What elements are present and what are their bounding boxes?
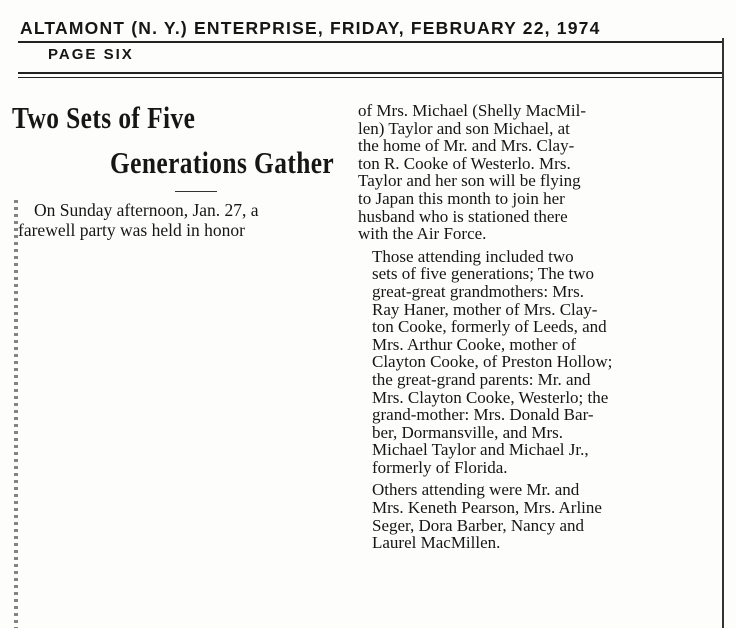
text-line: with the Air Force. bbox=[358, 224, 487, 244]
text-line: grand-mother: Mrs. Donald Bar- bbox=[372, 405, 594, 425]
text-line: Michael Taylor and Michael Jr., bbox=[372, 440, 589, 460]
text-line: Mrs. Clayton Cooke, Westerlo; the bbox=[372, 387, 609, 407]
page-number: PAGE SIX bbox=[48, 46, 134, 63]
text-line: Laurel MacMillen. bbox=[372, 533, 501, 553]
headline-line-1: Two Sets of Five bbox=[12, 100, 196, 135]
text-line: sets of five generations; The two bbox=[372, 264, 595, 284]
text-line: Clayton Cooke, of Preston Hollow; bbox=[372, 352, 613, 372]
text-line: Others attending were Mr. and bbox=[372, 480, 580, 500]
text-line: husband who is stationed there bbox=[358, 206, 568, 226]
article-column-left bbox=[18, 200, 356, 240]
text-line: formerly of Florida. bbox=[372, 457, 508, 477]
text-line: Taylor and her son will be flying bbox=[358, 171, 581, 191]
text-line: len) Taylor and son Michael, at bbox=[358, 118, 570, 138]
text-line: to Japan this month to join her bbox=[358, 188, 565, 208]
text-line: ton Cooke, formerly of Leeds, and bbox=[372, 317, 607, 337]
text-line: farewell party was held in honor bbox=[18, 220, 245, 240]
text-line: Mrs. Keneth Pearson, Mrs. Arline bbox=[372, 498, 602, 518]
paragraph-1-continued bbox=[358, 102, 714, 243]
article-column-right bbox=[358, 102, 714, 552]
newspaper-masthead: ALTAMONT (N. Y.) ENTERPRISE, FRIDAY, FEBRUARY 22, 1974 bbox=[20, 18, 601, 38]
text-line: Seger, Dora Barber, Nancy and bbox=[372, 515, 584, 535]
headline-line-2: Generations Gather bbox=[110, 145, 335, 180]
paragraph-3 bbox=[358, 481, 714, 551]
header-rule bbox=[18, 72, 724, 74]
header-rule-thin bbox=[18, 77, 724, 78]
text-line: ton R. Cooke of Westerlo. Mrs. bbox=[358, 153, 571, 173]
column-border-right bbox=[722, 38, 724, 628]
text-line: the home of Mr. and Mrs. Clay- bbox=[358, 136, 575, 156]
text-line: Ray Haner, mother of Mrs. Clay- bbox=[372, 299, 598, 319]
text-line: Mrs. Arthur Cooke, mother of bbox=[372, 334, 576, 354]
headline-divider bbox=[175, 191, 217, 192]
text-line: On Sunday afternoon, Jan. 27, a bbox=[34, 200, 259, 220]
text-line: great-great grandmothers: Mrs. bbox=[372, 281, 584, 301]
column-border-left bbox=[14, 200, 18, 628]
text-line: of Mrs. Michael (Shelly MacMil- bbox=[358, 101, 587, 120]
paragraph-2 bbox=[358, 248, 714, 477]
paragraph-1-start bbox=[18, 200, 356, 240]
text-line: the great-grand parents: Mr. and bbox=[372, 369, 591, 389]
text-line: Those attending included two bbox=[372, 246, 574, 266]
text-line: ber, Dormansville, and Mrs. bbox=[372, 422, 564, 442]
top-rule bbox=[18, 41, 724, 43]
